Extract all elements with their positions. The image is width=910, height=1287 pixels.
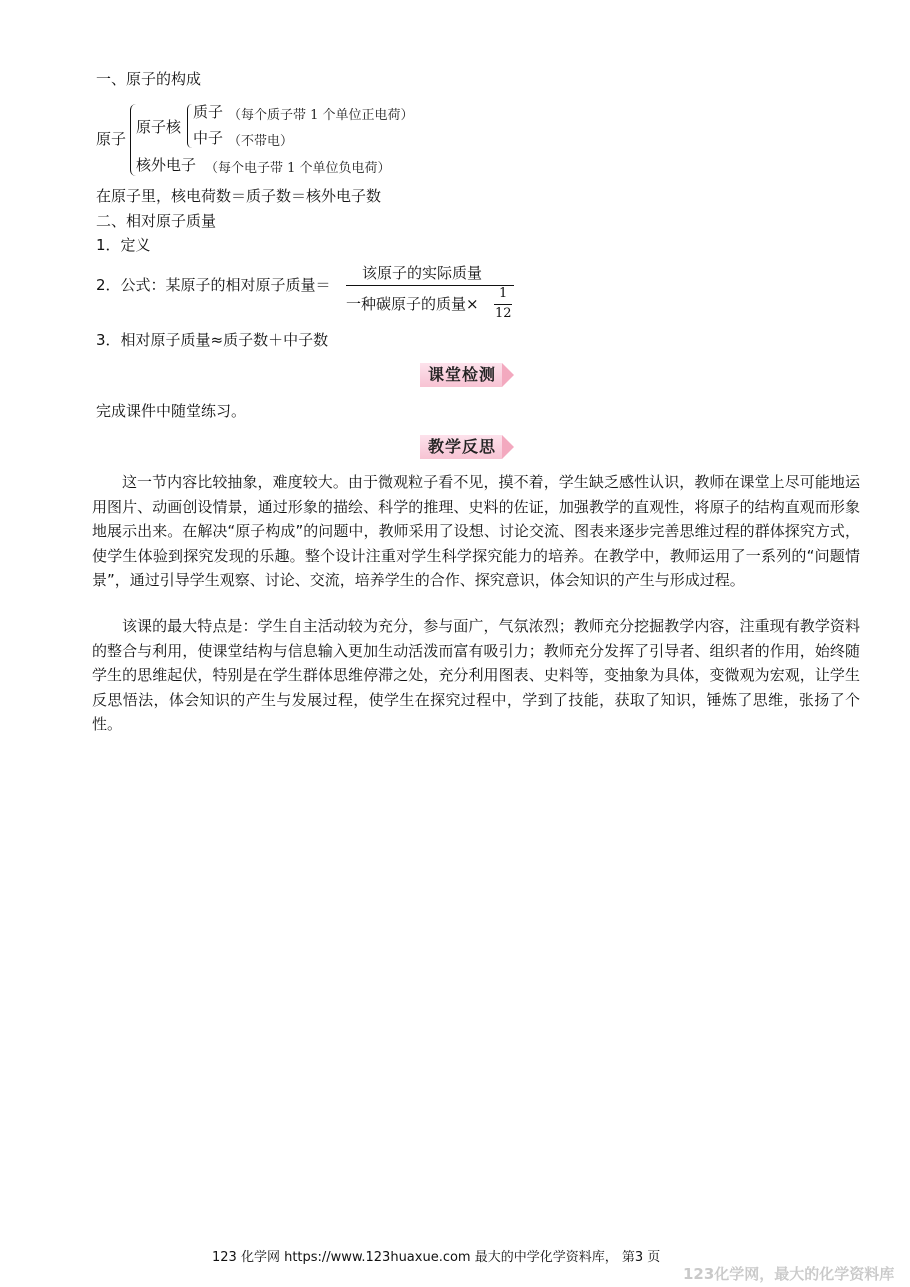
charge-rule: 在原子里，核电荷数＝质子数＝核外电子数 [96, 187, 382, 205]
formula-prefix: 2．公式：某原子的相对原子质量＝ [96, 276, 331, 294]
small-fraction-bar [494, 304, 512, 305]
small-frac-den: 12 [495, 306, 512, 321]
formula-numerator: 该原子的实际质量 [362, 264, 483, 282]
proton-note: （每个质子带 1 个单位正电荷） [228, 108, 414, 123]
teaching-reflection-banner [420, 435, 514, 459]
banner-arrow-icon [502, 363, 514, 387]
definition-item: 1．定义 [96, 236, 151, 254]
small-frac-num: 1 [499, 286, 508, 301]
electron-label: 核外电子 [136, 156, 197, 174]
reflection-paragraph: 这一节内容比较抽象，难度较大。由于微观粒子看不见，摸不着，学生缺乏感性认识，教师在课堂上尽可能地运用图片、动画创设情景，通过形象的描绘、科学的推理、史料的佐证，加强教学的直观性，将原子的结构直观而形象地展示出来。在解决“原子构成”的问题中，教师采用了设想、讨论交流、图表来逐步完善思维过程的群体探究方式，使学生体验到探究发现的乐趣。整个设计注重对学生科学探究能力的培养。在教学中，教师运用了一系列的“问题情景”，通过引导学生观察、讨论、交流，培养学生的合作、探究意识，体会知识的产生与形成过程。 [92, 473, 860, 590]
banner-label: 教学反思 [420, 435, 502, 459]
formula-denominator: 一种碳原子的质量× [346, 295, 479, 313]
atom-label: 原子 [96, 130, 127, 148]
section-heading: 一、原子的构成 [96, 70, 202, 88]
banner-label: 课堂检测 [420, 363, 502, 387]
inner-brace [187, 104, 192, 148]
classroom-check-banner [420, 363, 514, 387]
section-heading: 二、相对原子质量 [96, 212, 217, 230]
banner-arrow-icon [502, 435, 514, 459]
proton-label: 质子 [193, 103, 224, 121]
neutron-label: 中子 [193, 129, 224, 147]
watermark: 123化学网，最大的化学资料库 [683, 1265, 895, 1283]
nucleus-label: 原子核 [136, 118, 182, 136]
page-footer: 123 化学网 https://www.123huaxue.com 最大的中学化学资料库， 第3 页 [212, 1250, 661, 1265]
neutron-note: （不带电） [228, 134, 294, 149]
fraction-bar [346, 285, 514, 286]
electron-note: （每个电子带 1 个单位负电荷） [205, 161, 391, 176]
reflection-paragraph: 该课的最大特点是：学生自主活动较为充分，参与面广，气氛浓烈；教师充分挖掘教学内容，注重现有教学资料的整合与利用，使课堂结构与信息输入更加生动活泼而富有吸引力；教师充分发挥了引导者、组织者的作用，始终随学生的思维起伏，特别是在学生群体思维停滞之处，充分利用图表、史料等，变抽象为具体，变微观为宏观，让学生反思悟法，体会知识的产生与发展过程，使学生在探究过程中，学到了技能，获取了知识，锤炼了思维，张扬了个性。 [92, 617, 860, 734]
approx-item: 3．相对原子质量≈质子数＋中子数 [96, 331, 329, 349]
check-text: 完成课件中随堂练习。 [96, 402, 247, 420]
